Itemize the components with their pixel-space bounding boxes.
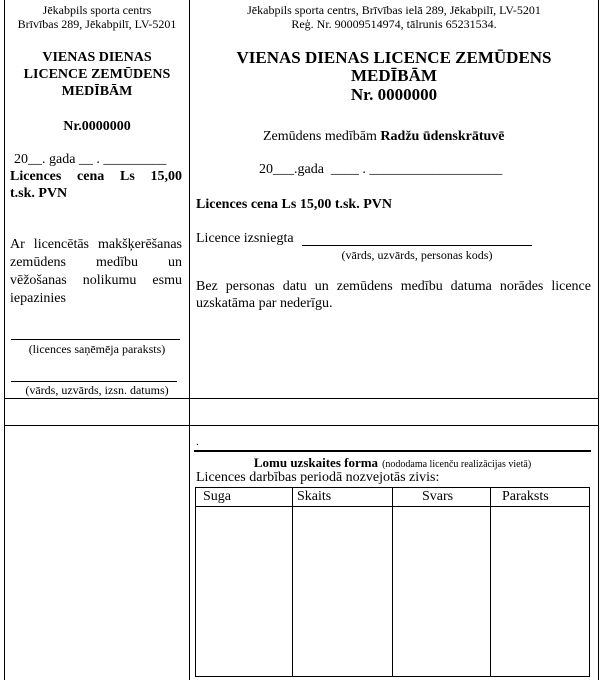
- main-location: [263, 129, 505, 145]
- stub-price-line1: [10, 169, 182, 185]
- stub-name-line[interactable]: [11, 381, 177, 382]
- main-issued-line[interactable]: [302, 245, 532, 246]
- catch-form-dot: .: [196, 436, 199, 448]
- catch-form-title: Lomu uzskaites forma: [253, 455, 379, 470]
- catch-col-skaits: Skaits: [297, 489, 332, 504]
- stub-title-line1: VIENAS DIENAS: [42, 50, 152, 65]
- row-divider-1: [4, 398, 599, 399]
- catch-form-title-note: (nododama licenču realizācijas vietā): [382, 459, 532, 470]
- stub-price-text: Licences cena Ls 15,00: [10, 169, 182, 184]
- main-org-line1: Jēkabpils sporta centrs, Brīvības ielā 289, Jēkabpilī, LV-5201: [247, 3, 541, 17]
- stub-title-line3: MEDĪBĀM: [61, 84, 133, 99]
- stub-signature-line[interactable]: [11, 339, 180, 340]
- main-date-line[interactable]: 20___.gada ____ . ___________________: [259, 162, 503, 177]
- main-org-line2: Reģ. Nr. 90009514974, tālrunis 65231534.: [291, 17, 497, 31]
- stub-number: Nr.0000000: [63, 119, 131, 134]
- stub-title-line2: LICENCE ZEMŪDENS: [23, 67, 171, 82]
- catch-col-svars: Svars: [422, 489, 454, 504]
- stub-date-line[interactable]: 20__. gada __ . _________: [14, 152, 167, 167]
- catch-cell-suga[interactable]: [196, 507, 292, 676]
- stub-sig-caption: (licences saņēmēja paraksts): [28, 342, 166, 356]
- catch-table: [195, 487, 590, 677]
- stub-ack-line3: vēžošanas nolikumu esmu: [10, 273, 182, 288]
- main-note-line2: uzskatāma par nederīgu.: [196, 296, 333, 311]
- stub-ack-line1: Ar licencētās makšķerēšanas: [10, 237, 182, 252]
- main-issued-label: Licence izsniegta: [196, 231, 294, 246]
- stub-price-line2: t.sk. PVN: [10, 186, 68, 201]
- catch-cell-svars[interactable]: [393, 507, 490, 676]
- frame-left: [4, 0, 5, 680]
- catch-cell-skaits[interactable]: [293, 507, 392, 676]
- stub-ack-line4: iepazinies: [10, 291, 66, 306]
- main-price: Licences cena Ls 15,00 t.sk. PVN: [196, 197, 392, 212]
- main-title-line2: MEDĪBĀM: [351, 66, 437, 85]
- catch-cell-paraksts[interactable]: [491, 507, 589, 676]
- stub-ack-line2: zemūdens medību un: [10, 255, 182, 270]
- stub-name-caption: (vārds, uzvārds, izsn. datums): [25, 383, 169, 397]
- main-number: Nr. 0000000: [350, 85, 438, 104]
- main-location-prefix: Zemūdens medībām: [263, 129, 377, 144]
- catch-form-subtitle: Licences darbības periodā nozvejotās zivis:: [196, 470, 440, 485]
- main-note-line1: Bez personas datu un zemūdens medību datuma norādes licence: [196, 279, 591, 294]
- main-location-name: Radžu ūdenskrātuvē: [380, 129, 505, 144]
- stub-org-line2: Brīvības 289, Jēkabpilī, LV-5201: [17, 17, 177, 31]
- row-divider-2: [4, 425, 599, 426]
- catch-form-top-rule: [194, 450, 591, 452]
- main-issued-caption: (vārds, uzvārds, personas kods): [341, 248, 493, 262]
- catch-col-paraksts: Paraksts: [502, 489, 549, 504]
- catch-col-suga: Suga: [203, 489, 231, 504]
- frame-right: [598, 0, 599, 680]
- stub-org-line1: Jēkabpils sporta centrs: [42, 3, 152, 17]
- main-title-line1: VIENAS DIENAS LICENCE ZEMŪDENS: [236, 48, 552, 67]
